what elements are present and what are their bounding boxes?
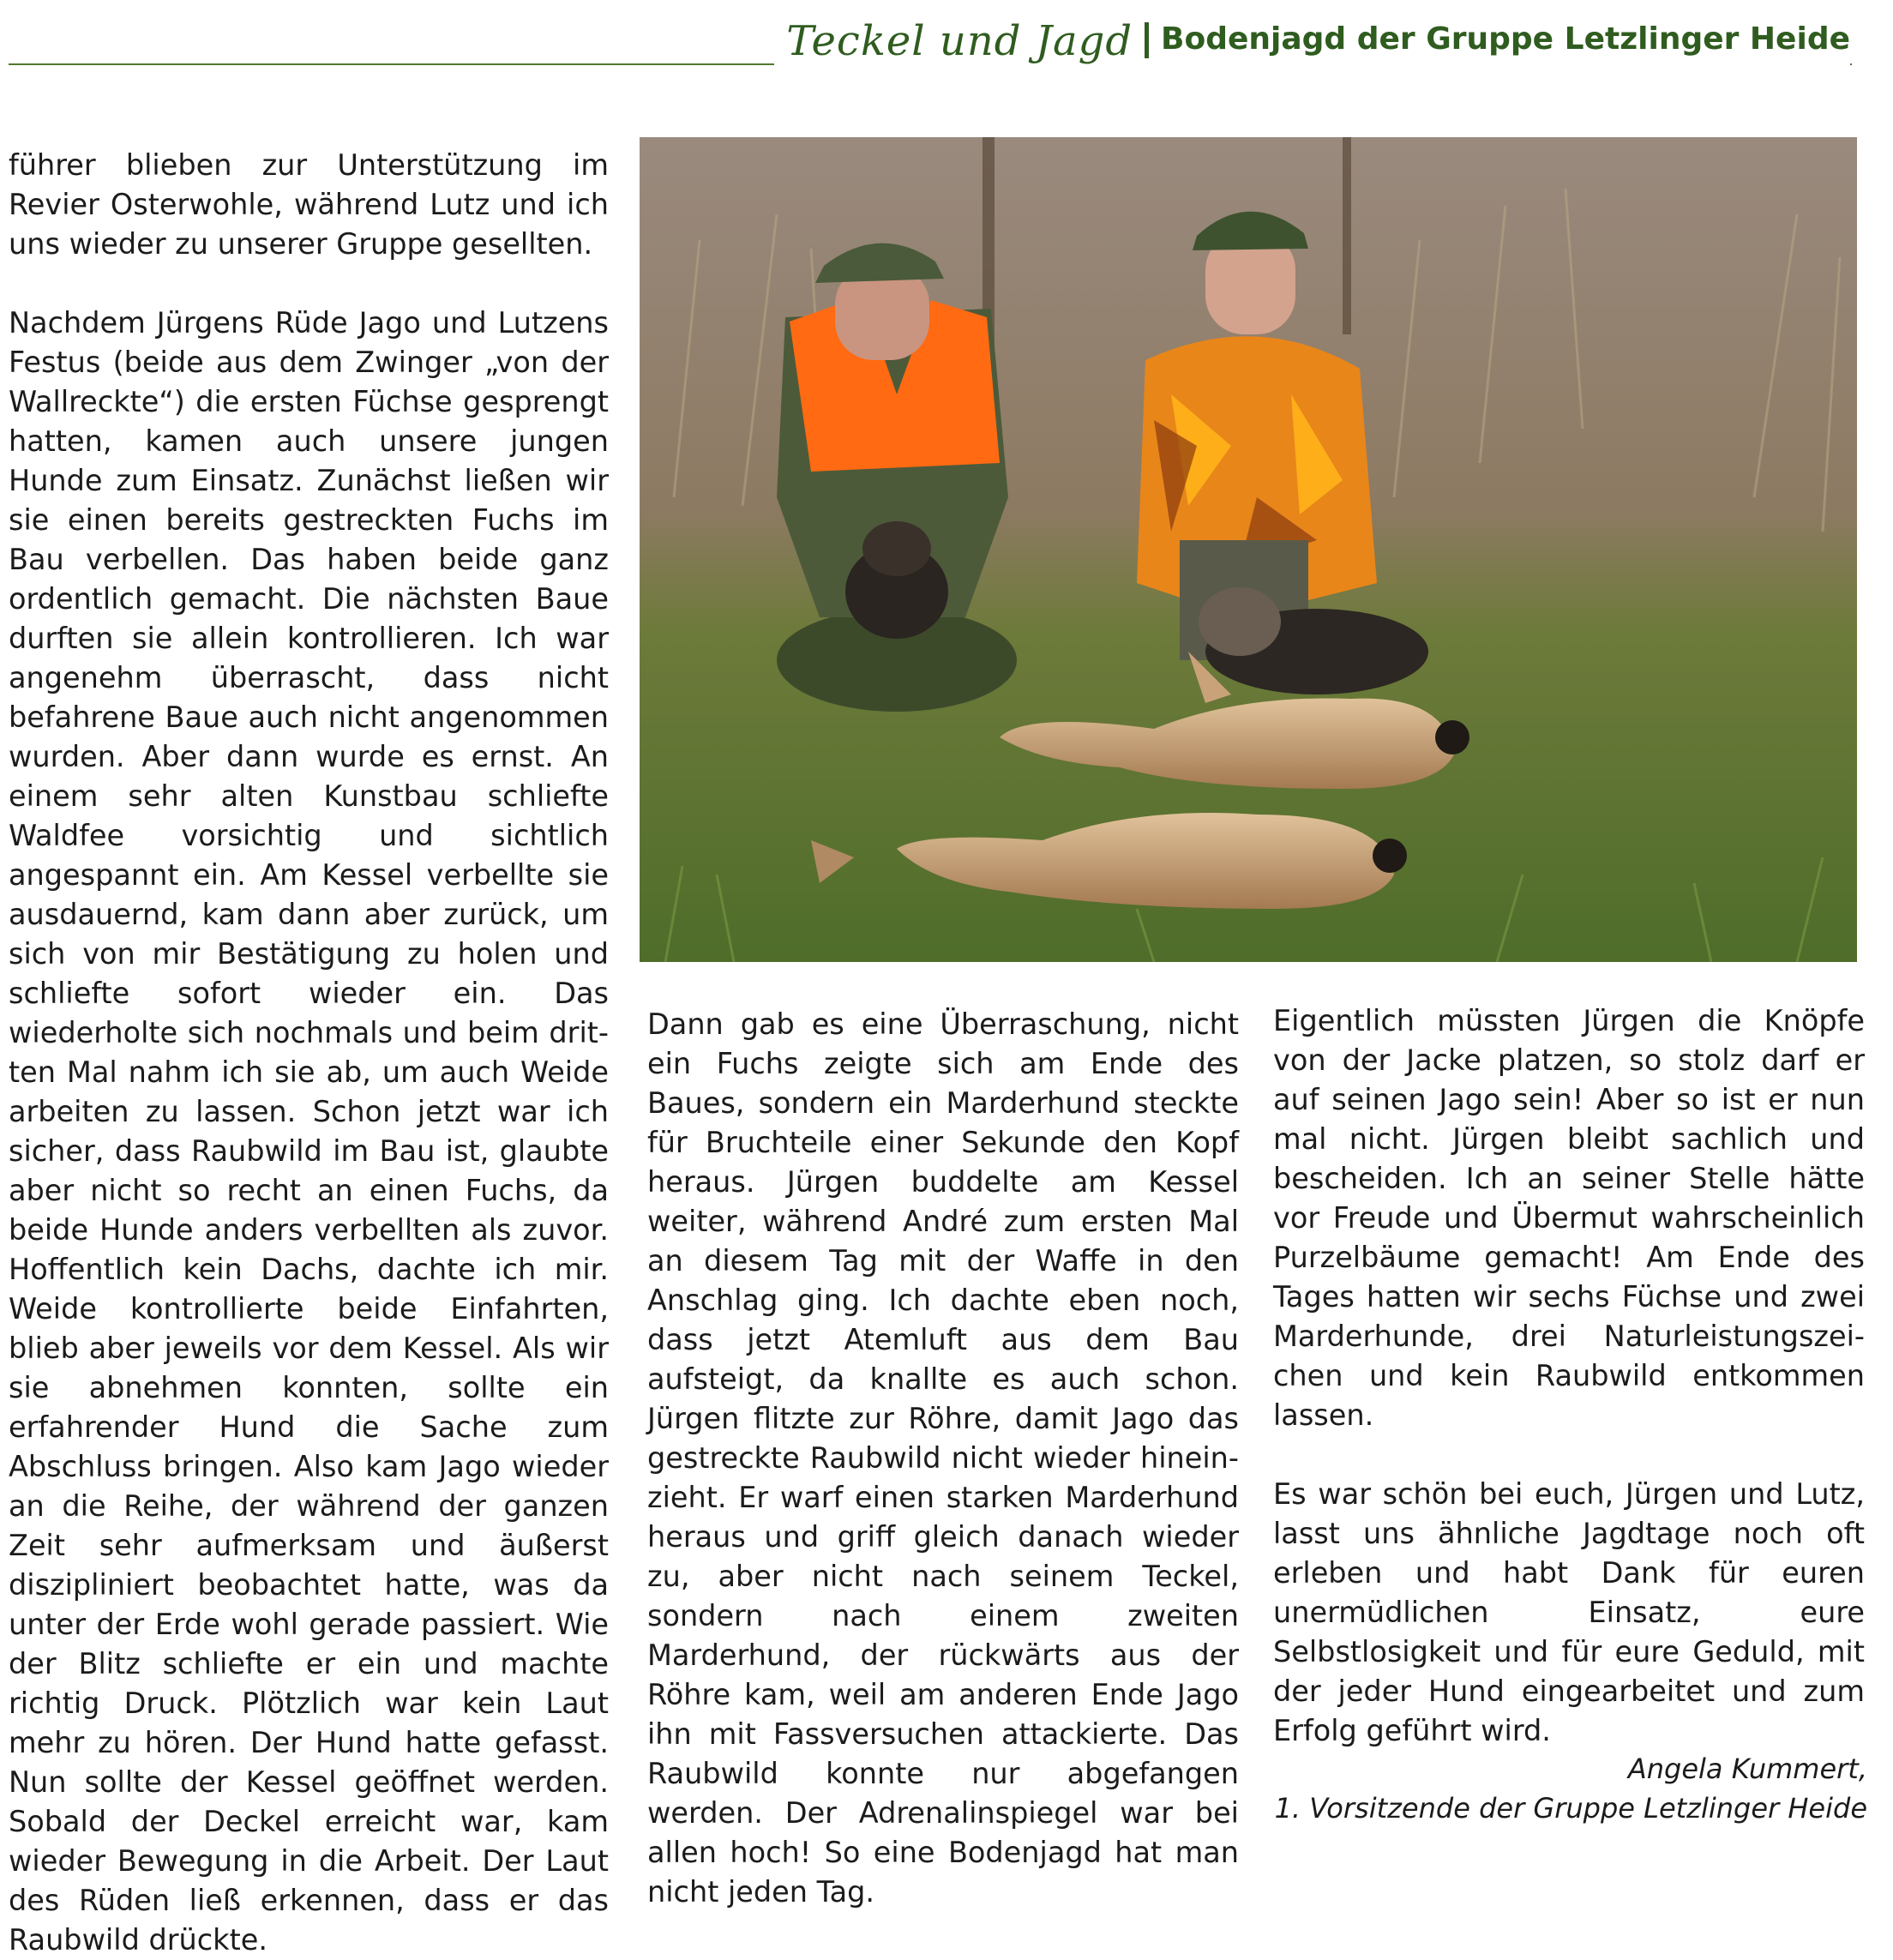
- header-separator: [1145, 22, 1149, 58]
- article-title: Bodenjagd der Gruppe Letzlinger Heide: [1161, 21, 1850, 57]
- paragraph: führer blieben zur Unterstützung im Revier Osterwohle, während Lutz und ich uns wieder zu unserer Gruppe gesellten.: [9, 148, 609, 261]
- paragraph: Es war schön bei euch, Jürgen und Lutz, lasst uns ähnliche Jagdtage noch oft erleben und habt Dank für euren unermüdlichen Einsatz, eure Selbstlosigkeit und für eure Geduld, mit der jeder Hund eingearbeitet und zum Erfolg geführt wird.: [1273, 1477, 1865, 1747]
- author-signature: [1275, 1749, 1867, 1828]
- text-column-3: [1273, 1001, 1865, 1751]
- hunting-photo: [640, 137, 1857, 962]
- paragraph: Eigentlich müssten Jürgen die Knöpfe von der Jacke platzen, so stolz darf er auf seinen Jago sein! Aber so ist er nun mal nicht. Jürgen bleibt sachlich und bescheiden. Ich an seiner Stelle hätte vor Freude und Übermut wahrscheinlich Purzelbäume gemacht! Am Ende des Tages hatten wir sechs Füchse und zwei Marderhunde, drei Naturleistungszeichen und kein Raubwild entkommen lassen.: [1273, 1004, 1865, 1432]
- paragraph: Dann gab es eine Überraschung, nicht ein Fuchs zeigte sich am Ende des Baues, sondern ein Marderhund steckte für Bruchteile einer Sekunde den Kopf heraus. Jürgen buddelte am Kessel weiter, während André zum ersten Mal an diesem Tag mit der Waffe in den Anschlag ging. Ich dachte eben noch, dass jetzt Atemluft aus dem Bau aufsteigt, da knallte es auch schon. Jürgen flitzte zur Röhre, damit Jago das gestreckte Raubwild nicht wieder hineinzieht. Er warf einen starken Marderhund heraus und griff gleich danach wieder zu, aber nicht nach seinem Teckel, sondern nach einem zweiten Marderhund, der rückwärts aus der Röhre kam, weil am anderen Ende Jago ihn mit Fassversuchen attackierte. Das Raubwild konnte nur abgefangen werden. Der Adrenalinspiegel war bei allen hoch! So eine Bodenjagd hat man nicht jeden Tag.: [647, 1007, 1239, 1909]
- author-name: Angela Kummert,: [1627, 1753, 1867, 1785]
- left-hunter: [777, 243, 1017, 712]
- text-column-1: [9, 146, 609, 1960]
- section-name: Teckel und Jagd: [786, 17, 1133, 65]
- page-header: [774, 9, 1850, 65]
- author-role: 1. Vorsitzende der Gruppe Letzlinger Heide: [1274, 1792, 1867, 1825]
- text-column-2: [647, 1005, 1239, 1912]
- paragraph: Nachdem Jürgens Rüde Jago und Lutzens Festus (beide aus dem Zwinger „von der Wallreckte“) die ersten Füchse gesprengt hatten, kamen auch unsere jungen Hunde zum Einsatz. Zunächst ließen wir sie einen bereits gestreckten Fuchs im Bau verbellen. Das haben beide ganz ordentlich gemacht. Die nächsten Baue durften sie allein kontrollieren. Ich war angenehm überrascht, dass nicht befahrene Baue auch nicht angenommen wurden. Aber dann wurde es ernst. An einem sehr alten Kunstbau schliefte Waldfee vorsichtig und sichtlich angespannt ein. Am Kessel verbellte sie ausdauernd, kam dann aber zurück, um sich von mir Bestätigung zu holen und schliefte sofort wieder ein. Das wiederholte sich nochmals und beim dritten Mal nahm ich sie ab, um auch Weide arbeiten zu lassen. Schon jetzt war ich sicher, dass Raubwild im Bau ist, glaubte aber nicht so recht an einen Fuchs, da beide Hunde anders verbellten als zuvor. Hoffentlich kein Dachs, dachte ich mir. Weide kontrollierte beide Einfahrten, blieb aber jeweils vor dem Kessel. Als wir sie abnehmen konnten, sollte ein erfahrender Hund die Sache zum Abschluss bringen. Also kam Jago wieder an die Reihe, der während der ganzen Zeit sehr aufmerksam und äußerst diszipliniert beobachtet hatte, was da unter der Erde wohl gerade passiert. Wie der Blitz schliefte er ein und machte richtig Druck. Plötzlich war kein Laut mehr zu hören. Der Hund hatte gefasst. Nun sollte der Kessel geöffnet werden. Sobald der Deckel erreicht war, kam wieder Bewegung in die Arbeit. Der Laut des Rüden ließ erkennen, dass er das Raubwild drückte.: [9, 306, 609, 1957]
